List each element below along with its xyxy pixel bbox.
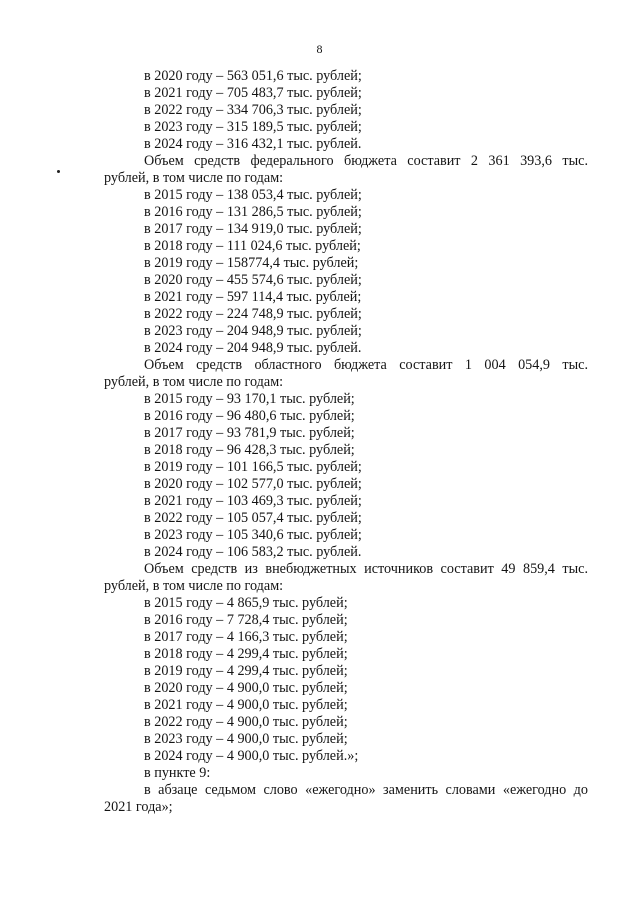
page-number: 8: [316, 42, 323, 56]
amendment-line: в абзаце седьмом слово «ежегодно» заменить словами «ежегодно до: [144, 782, 588, 798]
year-line: в 2022 году – 4 900,0 тыс. рублей;: [144, 714, 348, 730]
year-line: в 2019 году – 158774,4 тыс. рублей;: [144, 255, 359, 271]
year-line: в 2016 году – 131 286,5 тыс. рублей;: [144, 204, 362, 220]
year-line: в 2017 году – 134 919,0 тыс. рублей;: [144, 221, 362, 237]
year-line: в 2020 году – 563 051,6 тыс. рублей;: [144, 68, 362, 84]
regional-intro: Объем средств областного бюджета составит 1 004 054,9 тыс.: [144, 357, 588, 373]
year-line: в 2018 году – 4 299,4 тыс. рублей;: [144, 646, 348, 662]
extrabudget-intro: Объем средств из внебюджетных источников составит 49 859,4 тыс.: [144, 561, 588, 577]
year-line: в 2016 году – 7 728,4 тыс. рублей;: [144, 612, 348, 628]
regional-intro-cont: рублей, в том числе по годам:: [104, 374, 284, 390]
year-line: в 2024 году – 316 432,1 тыс. рублей.: [144, 136, 362, 152]
year-line: в 2023 году – 204 948,9 тыс. рублей;: [144, 323, 362, 339]
year-line: в 2019 году – 101 166,5 тыс. рублей;: [144, 459, 362, 475]
point-9-heading: в пункте 9:: [144, 765, 211, 781]
amendment-line-cont: 2021 года»;: [104, 799, 173, 815]
year-line: в 2022 году – 105 057,4 тыс. рублей;: [144, 510, 362, 526]
extrabudget-intro-cont: рублей, в том числе по годам:: [104, 578, 284, 594]
year-line: в 2023 году – 315 189,5 тыс. рублей;: [144, 119, 362, 135]
scan-speck: [57, 170, 60, 173]
year-line: в 2017 году – 93 781,9 тыс. рублей;: [144, 425, 355, 441]
year-line: в 2019 году – 4 299,4 тыс. рублей;: [144, 663, 348, 679]
year-line: в 2023 году – 4 900,0 тыс. рублей;: [144, 731, 348, 747]
year-line: в 2015 году – 4 865,9 тыс. рублей;: [144, 595, 348, 611]
year-line: в 2023 году – 105 340,6 тыс. рублей;: [144, 527, 362, 543]
year-line: в 2022 году – 334 706,3 тыс. рублей;: [144, 102, 362, 118]
year-line: в 2015 году – 93 170,1 тыс. рублей;: [144, 391, 355, 407]
year-line: в 2018 году – 96 428,3 тыс. рублей;: [144, 442, 355, 458]
year-line: в 2021 году – 705 483,7 тыс. рублей;: [144, 85, 362, 101]
federal-intro: Объем средств федерального бюджета составит 2 361 393,6 тыс.: [144, 153, 588, 169]
year-line: в 2021 году – 597 114,4 тыс. рублей;: [144, 289, 362, 305]
year-line: в 2020 году – 102 577,0 тыс. рублей;: [144, 476, 362, 492]
year-line: в 2024 году – 204 948,9 тыс. рублей.: [144, 340, 362, 356]
year-line: в 2020 году – 4 900,0 тыс. рублей;: [144, 680, 348, 696]
federal-intro-cont: рублей, в том числе по годам:: [104, 170, 284, 186]
year-line: в 2015 году – 138 053,4 тыс. рублей;: [144, 187, 362, 203]
year-line: в 2022 году – 224 748,9 тыс. рублей;: [144, 306, 362, 322]
year-line: в 2020 году – 455 574,6 тыс. рублей;: [144, 272, 362, 288]
year-line: в 2021 году – 103 469,3 тыс. рублей;: [144, 493, 362, 509]
year-line: в 2017 году – 4 166,3 тыс. рублей;: [144, 629, 348, 645]
year-line: в 2018 году – 111 024,6 тыс. рублей;: [144, 238, 361, 254]
year-line: в 2021 году – 4 900,0 тыс. рублей;: [144, 697, 348, 713]
year-line: в 2024 году – 4 900,0 тыс. рублей.»;: [144, 748, 359, 764]
year-line: в 2024 году – 106 583,2 тыс. рублей.: [144, 544, 362, 560]
document-body: [104, 68, 588, 816]
year-line: в 2016 году – 96 480,6 тыс. рублей;: [144, 408, 355, 424]
